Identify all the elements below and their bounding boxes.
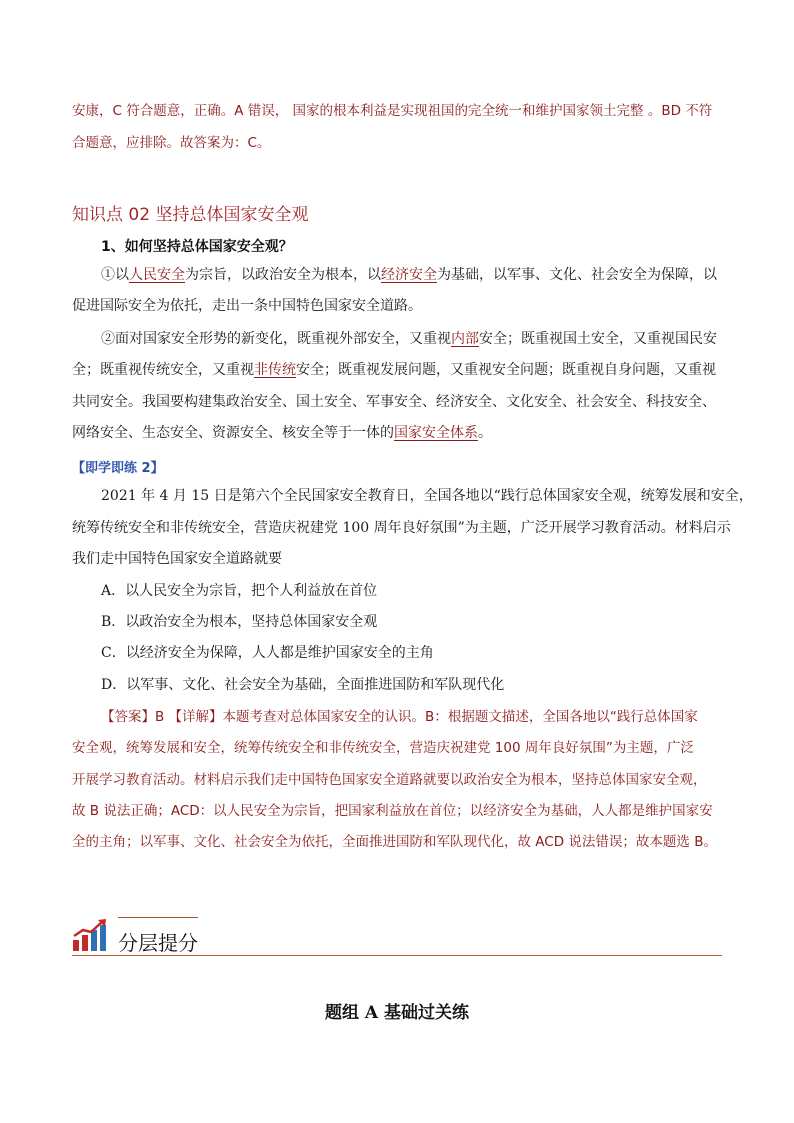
question-stem-line-2: 统筹传统安全和非传统安全，营造庆祝建党 100 周年良好氛围”为主题，广泛开展学习教育活动。材料启示: [72, 520, 731, 536]
option-b: B．以政治安全为根本，坚持总体国家安全观: [101, 614, 378, 630]
underlined-term: 内部: [451, 331, 479, 347]
paragraph-1-line-2: 促进国际安全为依托，走出一条中国特色国家安全道路。: [72, 298, 422, 314]
question-stem-line-1: 2021 年 4 月 15 日是第六个全民国家安全教育日，全国各地以“践行总体国家安全观，统筹发展和安全，: [101, 488, 753, 504]
section-title: 分层提分: [118, 931, 198, 955]
previous-answer-line-1: 安康，C 符合题意，正确。A 错误， 国家的根本利益是实现祖国的完全统一和维护国家领土完整 。BD 不符: [72, 103, 713, 119]
underlined-term: 经济安全: [381, 267, 437, 283]
question-heading: 1、如何坚持总体国家安全观？: [101, 239, 293, 255]
answer-line-2: 安全观，统筹发展和安全，统筹传统安全和非传统安全，营造庆祝建党 100 周年良好氛围”为主题，广泛: [72, 740, 694, 756]
answer-line-1: 【答案】B 【详解】本题考查对总体国家安全的认识。B：根据题文描述，全国各地以“践行总体国家: [101, 709, 698, 725]
answer-line-5: 全的主角；以军事、文化、社会安全为依托，全面推进国防和军队现代化，故 ACD 说法错误；故本题选 B。: [72, 834, 717, 850]
group-title: 题组 A 基础过关练: [324, 1003, 470, 1023]
option-c: C．以经济安全为保障，人人都是维护国家安全的主角: [101, 645, 434, 661]
option-d: D．以军事、文化、社会安全为基础，全面推进国防和军队现代化: [101, 677, 505, 693]
exercise-label: 【即学即练 2】: [72, 461, 164, 476]
answer-line-3: 开展学习教育活动。材料启示我们走中国特色国家安全道路就要以政治安全为根本，坚持总体国家安全观，: [72, 772, 707, 788]
paragraph-2-line-3: 共同安全。我国要构建集政治安全、国土安全、军事安全、经济安全、文化安全、社会安全、科技安全、: [72, 394, 716, 410]
bar-chart-trend-icon: [72, 918, 108, 952]
option-a: A．以人民安全为宗旨，把个人利益放在首位: [101, 583, 378, 599]
paragraph-2-line-4: 网络安全、生态安全、资源安全、核安全等于一体的国家安全体系。: [72, 425, 492, 441]
underlined-term: 国家安全体系: [394, 425, 478, 441]
paragraph-2-line-1: ②面对国家安全形势的新变化，既重视外部安全，又重视内部安全；既重视国土安全，又重视国民安: [101, 331, 717, 347]
underlined-term: 非传统: [254, 362, 296, 378]
previous-answer-line-2: 合题意，应排除。故答案为：C。: [72, 135, 271, 151]
underlined-term: 人民安全: [129, 267, 185, 283]
section-divider: [72, 955, 722, 956]
paragraph-2-line-2: 全；既重视传统安全，又重视非传统安全；既重视发展问题，又重视安全问题；既重视自身问题，又重视: [72, 362, 716, 378]
knowledge-point-title: 知识点 02 坚持总体国家安全观: [72, 205, 309, 225]
paragraph-1-line-1: ①以人民安全为宗旨，以政治安全为根本，以经济安全为基础，以军事、文化、社会安全为保障，以: [101, 267, 717, 283]
section-divider-top: [118, 917, 198, 918]
answer-line-4: 故 B 说法正确；ACD：以人民安全为宗旨，把国家利益放在首位；以经济安全为基础，人人都是维护国家安: [72, 803, 713, 819]
question-stem-line-3: 我们走中国特色国家安全道路就要: [72, 551, 282, 567]
